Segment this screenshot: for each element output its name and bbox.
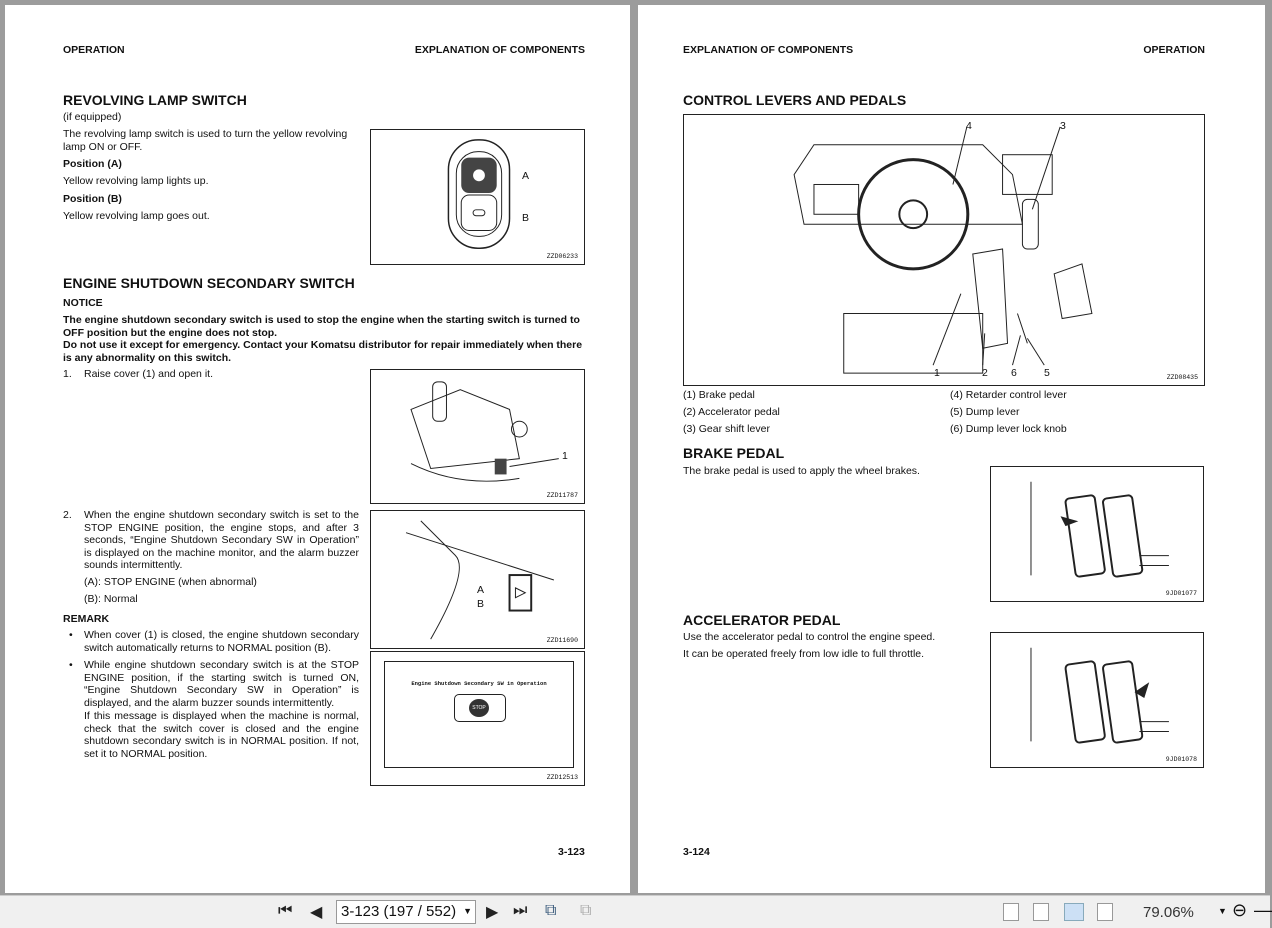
position-b-text: Yellow revolving lamp goes out. [63, 210, 210, 222]
stop-icon: STOP [469, 699, 489, 717]
body-text: The brake pedal is used to apply the wheel brakes. [683, 465, 920, 477]
left-page [5, 5, 630, 893]
control-levers-figure [683, 114, 1205, 386]
step-text: Raise cover (1) and open it. [84, 368, 213, 380]
figure-id: 9JD01077 [1165, 590, 1197, 597]
label-b: B [522, 212, 530, 224]
next-page-icon[interactable]: ▶ [486, 904, 499, 921]
facing-pages-view-icon[interactable] [1064, 903, 1084, 921]
running-header-right: EXPLANATION OF COMPONENTS [414, 44, 585, 56]
position-a-label: Position (A) [63, 158, 122, 170]
callout: 2 [982, 367, 988, 379]
figure-id: ZZD12513 [546, 774, 578, 781]
page-field-value: 3-123 (197 / 552) [341, 903, 457, 920]
callout: 3 [1060, 120, 1066, 132]
remark-text: When cover (1) is closed, the engine shutdown secondary switch automatically returns to NORMAL position (B). [84, 629, 359, 654]
chevron-down-icon[interactable]: ▼ [463, 906, 472, 916]
notice-label: NOTICE [63, 297, 103, 309]
shutdown-switch-position-figure [370, 510, 585, 649]
step-b: (B): Normal [84, 593, 138, 605]
legend-item: (5) Dump lever [950, 406, 1020, 418]
notice-text: The engine shutdown secondary switch is used to stop the engine when the starting switch is turned to OFF position but the engine does not stop. [63, 314, 580, 339]
legend-item: (1) Brake pedal [683, 389, 755, 401]
callout: 6 [1011, 367, 1017, 379]
remark-label: REMARK [63, 613, 110, 625]
section-title: ENGINE SHUTDOWN SECONDARY SWITCH [63, 275, 355, 291]
body-text: The revolving lamp switch is used to turn the yellow revolving lamp ON or OFF. [63, 128, 348, 153]
continuous-view-icon[interactable] [1033, 903, 1049, 921]
brake-pedal-figure [990, 466, 1204, 602]
previous-page-icon[interactable]: ◀ [310, 904, 323, 921]
right-page [638, 5, 1265, 893]
monitor-message-text: Engine Shutdown Secondary SW in Operation [411, 680, 547, 687]
legend-item: (6) Dump lever lock knob [950, 423, 1067, 435]
accelerator-pedal-figure [990, 632, 1204, 768]
label-a: A [522, 170, 530, 182]
section-title: CONTROL LEVERS AND PEDALS [683, 92, 907, 108]
step-number: 2. [63, 509, 72, 521]
note-text: (if equipped) [63, 111, 122, 123]
zoom-dropdown-icon[interactable]: ▼ [1218, 906, 1227, 916]
position-b-label: Position (B) [63, 193, 122, 205]
single-page-view-icon[interactable] [1003, 903, 1019, 921]
zoom-slider[interactable]: — [1254, 900, 1272, 920]
first-page-icon[interactable]: ⏮ [278, 902, 293, 919]
figure-id: 9JD01078 [1165, 756, 1197, 763]
figure-id: ZZD11690 [546, 637, 578, 644]
running-header-left: EXPLANATION OF COMPONENTS [683, 44, 854, 56]
page-number: 3-123 [558, 846, 585, 858]
section-title: REVOLVING LAMP SWITCH [63, 92, 247, 108]
page-number: 3-124 [683, 846, 710, 858]
revolving-lamp-switch-figure [370, 129, 585, 265]
continuous-facing-view-icon[interactable] [1097, 903, 1113, 921]
callout: 5 [1044, 367, 1050, 379]
step-text: When the engine shutdown secondary switch is set to the STOP ENGINE position, the engine stops, and after 3 seconds, “Engine Shutdown Secondary SW in Operation” is displayed on the machine monitor, and the alarm buzzer sounds intermittently. [84, 509, 359, 572]
page-number-field[interactable] [336, 900, 476, 924]
running-header-right: OPERATION [1143, 44, 1205, 56]
running-header-left: OPERATION [63, 44, 125, 56]
legend-item: (3) Gear shift lever [683, 423, 770, 435]
legend-item: (2) Accelerator pedal [683, 406, 780, 418]
step-number: 1. [63, 368, 72, 380]
remark-text: While engine shutdown secondary switch is at the STOP ENGINE position, if the starting switch is turned ON, “Engine Shutdown Secondary SW in Operation” is displayed, and the alarm buzzer sounds intermittently. [84, 659, 359, 709]
zoom-out-icon[interactable]: ⊖ [1232, 900, 1248, 920]
figure-id: ZZD06233 [546, 253, 578, 260]
notice-text: Do not use it except for emergency. Contact your Komatsu distributor for repair immediately when there is any abnormality on this switch. [63, 339, 583, 364]
callout-1: 1 [562, 450, 568, 462]
zoom-level[interactable]: 79.06% [1143, 904, 1194, 921]
monitor-message-figure [370, 651, 585, 786]
remark-text: If this message is displayed when the machine is normal, check that the switch cover is closed and the engine shutdown secondary switch is in NORMAL position. If not, set it to NORMAL position. [84, 710, 359, 760]
bullet: • [69, 659, 73, 671]
previous-view-icon[interactable]: ⧉ [545, 902, 557, 919]
step-a: (A): STOP ENGINE (when abnormal) [84, 576, 257, 588]
next-view-icon[interactable]: ⧉ [580, 902, 592, 919]
section-title: BRAKE PEDAL [683, 445, 785, 461]
legend-item: (4) Retarder control lever [950, 389, 1067, 401]
viewer-toolbar [0, 895, 1270, 928]
body-text: Use the accelerator pedal to control the engine speed. [683, 631, 936, 643]
bullet: • [69, 629, 73, 641]
position-a-text: Yellow revolving lamp lights up. [63, 175, 209, 187]
figure-id: ZZD11787 [546, 492, 578, 499]
figure-id: ZZD08435 [1166, 374, 1198, 381]
shutdown-switch-cover-figure [370, 369, 585, 504]
callout: 1 [934, 367, 940, 379]
body-text: It can be operated freely from low idle to full throttle. [683, 648, 925, 660]
label-a: A [477, 584, 485, 596]
callout: 4 [966, 120, 972, 132]
label-b: B [477, 598, 485, 610]
last-page-icon[interactable]: ⏭ [513, 902, 528, 919]
section-title: ACCELERATOR PEDAL [683, 612, 841, 628]
